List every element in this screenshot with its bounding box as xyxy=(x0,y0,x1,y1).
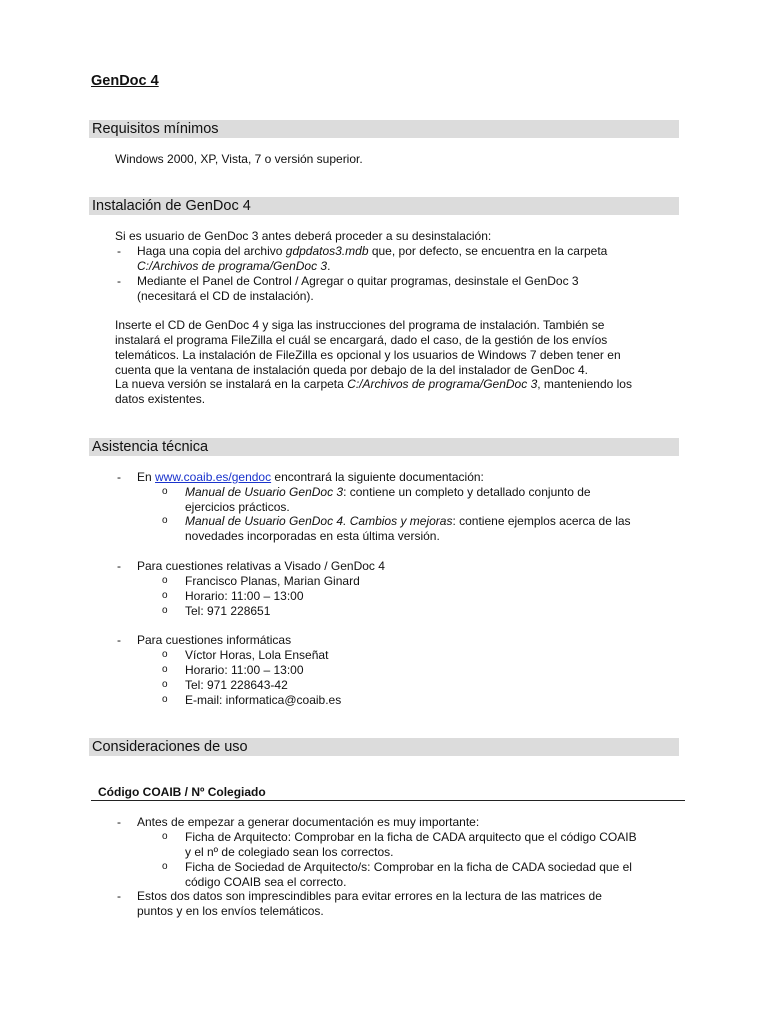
install-para-line: telemáticos. La instalación de FileZilla es opcional y los usuarios de Windows 7 deben tener en xyxy=(115,348,621,362)
cons-item-sociedad: Ficha de Sociedad de Arquitecto/s: Comprobar en la ficha de CADA sociedad que el xyxy=(185,860,632,874)
section-heading-asistencia: Asistencia técnica xyxy=(89,438,679,456)
bullet-circle: o xyxy=(162,486,168,497)
doc-item-1: Manual de Usuario GenDoc 3: contiene un completo y detallado conjunto de xyxy=(185,485,591,499)
cons-note: Estos dos datos son imprescindibles para evitar errores en la lectura de las matrices de xyxy=(137,889,602,903)
doc-item-2: Manual de Usuario GenDoc 4. Cambios y mejoras: contiene ejemplos acerca de las xyxy=(185,514,631,528)
doc-item-1-cont: ejercicios prácticos. xyxy=(185,500,290,514)
bullet-dash: - xyxy=(117,559,121,573)
install-step-2: Mediante el Panel de Control / Agregar o quitar programas, desinstale el GenDoc 3 xyxy=(137,274,579,288)
bullet-circle: o xyxy=(162,679,168,690)
bullet-dash: - xyxy=(117,470,121,484)
cons-item-arquitecto-cont: y el nº de colegiado sean los correctos. xyxy=(185,845,394,859)
informatica-hours: Horario: 11:00 – 13:00 xyxy=(185,663,304,677)
informatica-heading: Para cuestiones informáticas xyxy=(137,633,292,647)
section-heading-consideraciones: Consideraciones de uso xyxy=(89,738,679,756)
informatica-email: E-mail: informatica@coaib.es xyxy=(185,693,342,707)
section-heading-requisitos: Requisitos mínimos xyxy=(89,120,679,138)
docs-intro: En www.coaib.es/gendoc encontrará la siguiente documentación: xyxy=(137,470,484,484)
bullet-circle: o xyxy=(162,575,168,586)
section-heading-instalacion: Instalación de GenDoc 4 xyxy=(89,197,679,215)
informatica-contact-names: Víctor Horas, Lola Enseñat xyxy=(185,648,329,662)
subsection-heading-codigo: Código COAIB / Nº Colegiado xyxy=(98,785,266,799)
install-intro: Si es usuario de GenDoc 3 antes deberá proceder a su desinstalación: xyxy=(115,229,492,243)
bullet-dash: - xyxy=(117,633,121,647)
subsection-rule xyxy=(91,800,685,801)
install-step-1: Haga una copia del archivo gdpdatos3.mdb que, por defecto, se encuentra en la carpeta xyxy=(137,244,608,258)
bullet-circle: o xyxy=(162,605,168,616)
cons-item-sociedad-cont: código COAIB sea el correcto. xyxy=(185,875,347,889)
bullet-circle: o xyxy=(162,649,168,660)
bullet-circle: o xyxy=(162,861,168,872)
bullet-circle: o xyxy=(162,664,168,675)
gendoc-link[interactable]: www.coaib.es/gendoc xyxy=(155,470,272,484)
visado-heading: Para cuestiones relativas a Visado / GenDoc 4 xyxy=(137,559,385,573)
bullet-circle: o xyxy=(162,590,168,601)
install-para-line: datos existentes. xyxy=(115,392,206,406)
install-para-line: Inserte el CD de GenDoc 4 y siga las instrucciones del programa de instalación. También se xyxy=(115,318,605,332)
install-step-1-path: C:/Archivos de programa/GenDoc 3. xyxy=(137,259,331,273)
bullet-circle: o xyxy=(162,831,168,842)
install-para-line: La nueva versión se instalará en la carpeta C:/Archivos de programa/GenDoc 3, manteniendo los xyxy=(115,377,632,391)
cons-intro: Antes de empezar a generar documentación es muy importante: xyxy=(137,815,480,829)
bullet-dash: - xyxy=(117,274,121,288)
bullet-dash: - xyxy=(117,815,121,829)
install-para-line: cuenta que la ventana de instalación queda por debajo de la del instalador de GenDoc 4. xyxy=(115,363,589,377)
install-step-2-cont: (necesitará el CD de instalación). xyxy=(137,289,314,303)
bullet-dash: - xyxy=(117,244,121,258)
install-para-line: instalará el programa FileZilla el cuál se encargará, dado el caso, de la gestión de los envíos xyxy=(115,333,608,347)
bullet-circle: o xyxy=(162,694,168,705)
visado-phone: Tel: 971 228651 xyxy=(185,604,271,618)
visado-hours: Horario: 11:00 – 13:00 xyxy=(185,589,304,603)
cons-note-cont: puntos y en los envíos telemáticos. xyxy=(137,904,324,918)
doc-item-2-cont: novedades incorporadas en esta última versión. xyxy=(185,529,440,543)
informatica-phone: Tel: 971 228643-42 xyxy=(185,678,288,692)
cons-item-arquitecto: Ficha de Arquitecto: Comprobar en la ficha de CADA arquitecto que el código COAIB xyxy=(185,830,637,844)
filename-text: gdpdatos3.mdb xyxy=(285,244,369,258)
bullet-dash: - xyxy=(117,889,121,903)
document-title: GenDoc 4 xyxy=(91,73,159,89)
requirements-text: Windows 2000, XP, Vista, 7 o versión superior. xyxy=(115,152,363,166)
visado-contact-names: Francisco Planas, Marian Ginard xyxy=(185,574,360,588)
bullet-circle: o xyxy=(162,515,168,526)
